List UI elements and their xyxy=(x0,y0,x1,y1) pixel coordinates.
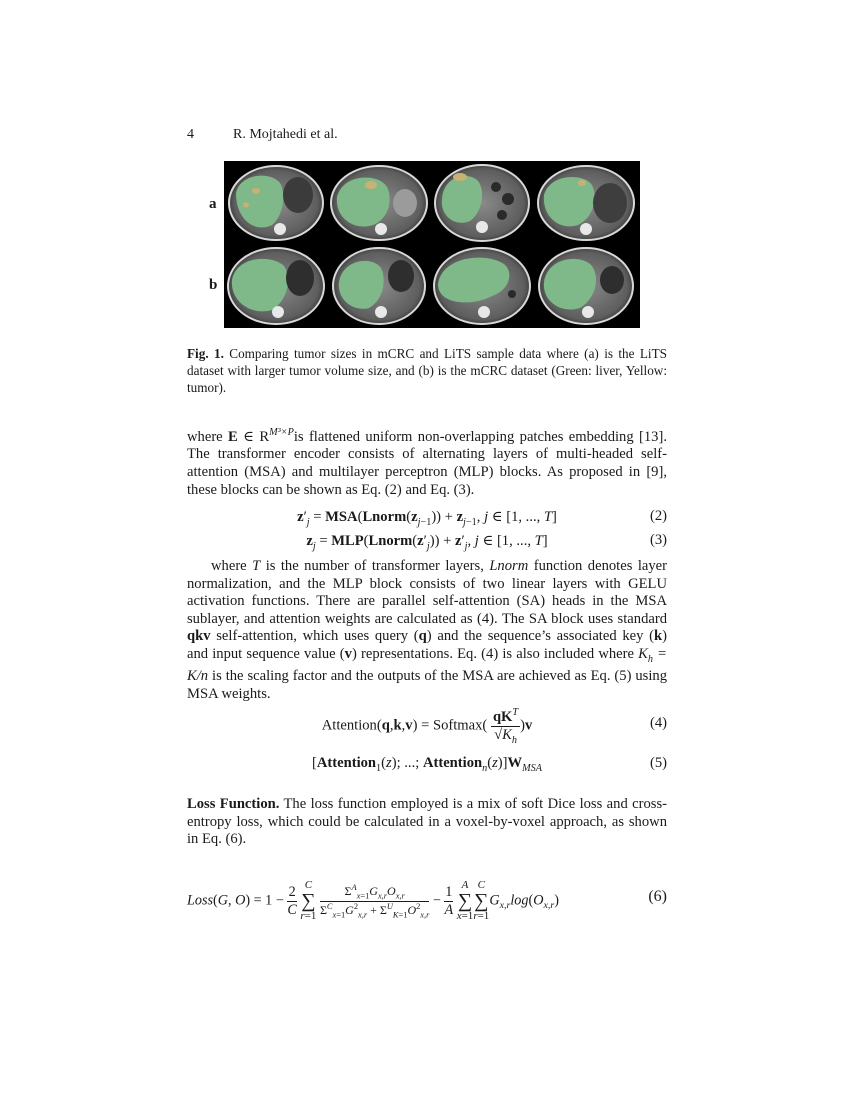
running-authors: R. Mojtahedi et al. xyxy=(233,127,338,142)
equation-number: (4) xyxy=(649,715,667,731)
ct-slice-b4 xyxy=(539,248,633,324)
figure-caption xyxy=(187,345,667,396)
equation-number: (6) xyxy=(648,888,667,905)
paragraph-2: where T is the number of transformer layers, Lnorm function denotes layer normalization, and the MLP block consists of two linear layers with GELU activation functions. There are parallel self-attention (SA) heads in the MSA sublayer, and attention weights are calculated as (4). The SA block uses standard qkv self-attention, which uses query (q) and the sequence’s associated key (k) and input sequence value (v) representations. Eq. (4) is also included where $K_h = K/n$ is the scaling factor and the outputs of the MSA are achieved as Eq. (5) using MSA weights. xyxy=(187,558,667,703)
equation-number: (5) xyxy=(649,755,667,771)
equation-number: (2) xyxy=(649,508,667,524)
ct-slice-b1 xyxy=(228,248,324,324)
ct-slice-a1 xyxy=(229,166,323,240)
ct-scan-grid xyxy=(224,161,640,328)
equation-number: (3) xyxy=(649,532,667,548)
equation-5: [Attention$_1$(z); ...; $Attention_n(z)]W_{MSA}$ (5) xyxy=(311,755,667,774)
page-number: 4 xyxy=(187,127,194,142)
paragraph-1: where E ∈ $R^{M^3\times P}is$ flattened uniform non-overlapping patches embedding [13]. The transformer encoder consists of alternating layers of multi-headed self-attention (MSA) and multilayer perceptron (MLP) blocks. As proposed in [9], these blocks can be shown as Eq. (2) and Eq. (3). xyxy=(187,427,667,498)
ct-slice-b3 xyxy=(434,248,530,324)
caption-text: Comparing tumor sizes in mCRC and LiTS sample data where (a) is the LiTS dataset with larger tumor volume size, and (b) is the mCRC dataset (Green: liver, Yellow: tumor). xyxy=(187,346,667,395)
ct-slice-a3 xyxy=(435,165,529,241)
equation-2: $z'_j$ = $MSA(Lnorm(z_{j-1})) + z_{j-1}$, j ∈ [1, ..., T] (2) xyxy=(297,508,667,528)
equation-4: Attention(q,k,v) = Softmax( $qK^T$ $√K_h$ )v (4) xyxy=(321,707,667,746)
caption-label: Fig. 1. xyxy=(187,346,224,361)
ct-slice-a2 xyxy=(331,166,427,240)
equation-6: Loss(G, O) = 1 − $\frac{2}{C}$ C ∑ r=1 $\Sigma^A_{x=1}G_{x,r}O_{x,r}$ $\Sigma^C_{x=1}G^2_{x,r} + \Sigma^U_{K=1}O^2_{x,r}$ − $\frac{1}{A}$ A ∑ x=1 C ∑ r=1 $G_{x,r}\log(O_{x,r})$ (6) xyxy=(187,879,667,922)
ct-slice-a4 xyxy=(538,166,634,240)
equation-3: $z_j$ = $MLP(Lnorm(z'_j)) + z'_j$, j ∈ [1, ..., T] (3) xyxy=(306,532,667,552)
ct-slice-b2 xyxy=(333,248,425,324)
row-label-a: a xyxy=(209,196,217,212)
row-label-b: b xyxy=(209,277,218,293)
section-title: Loss Function. xyxy=(187,796,280,812)
ct-figure xyxy=(224,161,640,328)
paragraph-3: Loss Function. The loss function employed is a mix of soft Dice loss and cross-entropy loss, which could be calculated in a voxel-by-voxel approach, as shown in Eq. (6). xyxy=(187,796,667,848)
